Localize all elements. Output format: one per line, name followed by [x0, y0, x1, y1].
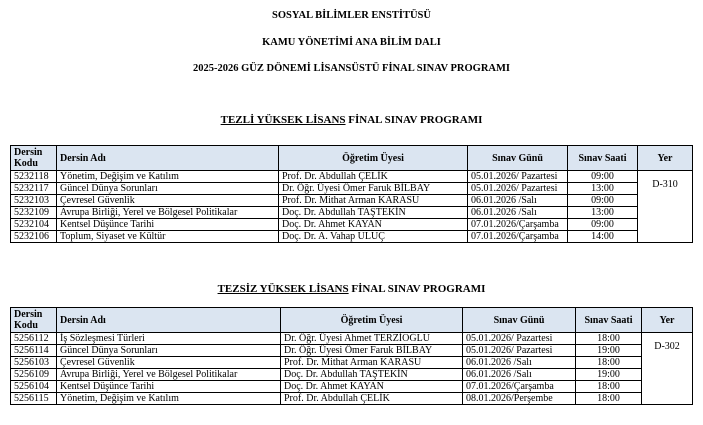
- table-row: [11, 207, 693, 219]
- column-header-name: Dersin Adı: [57, 308, 281, 333]
- course-code: 5256114: [11, 345, 57, 357]
- table-row: [11, 195, 693, 207]
- instructor-name: Doç. Dr. Ahmet KAYAN: [281, 381, 463, 393]
- instructor-name: Prof. Dr. Mithat Arman KARASU: [279, 195, 468, 207]
- course-code: 5256115: [11, 393, 57, 405]
- thesis-rows: [11, 171, 693, 243]
- course-code: 5232103: [11, 195, 57, 207]
- instructor-name: Doç. Dr. Abdullah TAŞTEKİN: [281, 369, 463, 381]
- column-header-room: Yer: [642, 308, 693, 333]
- course-name: Güncel Dünya Sorunları: [57, 183, 279, 195]
- exam-time: 19:00: [576, 345, 642, 357]
- table-row: [11, 231, 693, 243]
- course-name: İş Sözleşmesi Türleri: [57, 333, 281, 345]
- instructor-name: Dr. Öğr. Üyesi Ahmet TERZİOĞLU: [281, 333, 463, 345]
- exam-date: 07.01.2026/Çarşamba: [463, 381, 576, 393]
- exam-time: 18:00: [576, 333, 642, 345]
- course-code: 5256103: [11, 357, 57, 369]
- table-row: [11, 393, 693, 405]
- table-row: [11, 357, 693, 369]
- program-title: 2025-2026 GÜZ DÖNEMİ LİSANSÜSTÜ FİNAL SINAV PROGRAMI: [193, 63, 510, 74]
- course-name: Avrupa Birliği, Yerel ve Bölgesel Politikalar: [57, 207, 279, 219]
- course-name: Çevresel Güvenlik: [57, 357, 281, 369]
- exam-time: 13:00: [568, 207, 638, 219]
- exam-date: 05.01.2026/ Pazartesi: [463, 345, 576, 357]
- exam-date: 06.01.2026 /Salı: [468, 195, 568, 207]
- column-header-instructor: Öğretim Üyesi: [279, 146, 468, 171]
- exam-time: 09:00: [568, 195, 638, 207]
- nonthesis-exam-table: [10, 307, 693, 405]
- instructor-name: Prof. Dr. Mithat Arman KARASU: [281, 357, 463, 369]
- course-name: Toplum, Siyaset ve Kültür: [57, 231, 279, 243]
- table-row: [11, 183, 693, 195]
- exam-time: 18:00: [576, 381, 642, 393]
- column-header-time: Sınav Saati: [576, 308, 642, 333]
- exam-date: 05.01.2026/ Pazartesi: [463, 333, 576, 345]
- nonthesis-rows: [11, 333, 693, 405]
- department-title: KAMU YÖNETİMİ ANA BİLİM DALI: [262, 37, 441, 48]
- column-header-code: Dersin Kodu: [11, 308, 57, 333]
- instructor-name: Doç. Dr. Ahmet KAYAN: [279, 219, 468, 231]
- instructor-name: Doç. Dr. A. Vahap ULUÇ: [279, 231, 468, 243]
- nonthesis-section-title: [0, 283, 703, 295]
- exam-time: 19:00: [576, 369, 642, 381]
- exam-time: 13:00: [568, 183, 638, 195]
- instructor-name: Dr. Öğr. Üyesi Ömer Faruk BİLBAY: [279, 183, 468, 195]
- course-name: Kentsel Düşünce Tarihi: [57, 219, 279, 231]
- column-header-room: Yer: [638, 146, 693, 171]
- exam-time: 09:00: [568, 171, 638, 183]
- thesis-section-title: [0, 114, 703, 126]
- instructor-name: Prof. Dr. Abdullah ÇELİK: [281, 393, 463, 405]
- instructor-name: Dr. Öğr. Üyesi Ömer Faruk BİLBAY: [281, 345, 463, 357]
- course-code: 5256104: [11, 381, 57, 393]
- exam-date: 06.01.2026 /Salı: [468, 207, 568, 219]
- column-header-instructor: Öğretim Üyesi: [281, 308, 463, 333]
- exam-date: 07.01.2026/Çarşamba: [468, 219, 568, 231]
- exam-date: 07.01.2026/Çarşamba: [468, 231, 568, 243]
- course-code: 5256112: [11, 333, 57, 345]
- course-name: Avrupa Birliği, Yerel ve Bölgesel Politikalar: [57, 369, 281, 381]
- exam-time: 18:00: [576, 393, 642, 405]
- table-row: [11, 345, 693, 357]
- column-header-code: Dersin Kodu: [11, 146, 57, 171]
- exam-date: 05.01.2026/ Pazartesi: [468, 171, 568, 183]
- course-name: Güncel Dünya Sorunları: [57, 345, 281, 357]
- thesis-title-rest: FİNAL SINAV PROGRAMI: [345, 114, 483, 126]
- course-name: Yönetim, Değişim ve Katılım: [57, 171, 279, 183]
- course-name: Çevresel Güvenlik: [57, 195, 279, 207]
- column-header-date: Sınav Günü: [468, 146, 568, 171]
- course-code: 5232104: [11, 219, 57, 231]
- table-row: [11, 369, 693, 381]
- institute-title: SOSYAL BİLİMLER ENSTİTÜSÜ: [272, 10, 431, 21]
- exam-room: D-310: [638, 171, 693, 243]
- course-code: 5232118: [11, 171, 57, 183]
- exam-room: D-302: [642, 333, 693, 405]
- instructor-name: Doç. Dr. Abdullah TAŞTEKİN: [279, 207, 468, 219]
- exam-date: 06.01.2026 /Salı: [463, 369, 576, 381]
- exam-time: 18:00: [576, 357, 642, 369]
- exam-time: 14:00: [568, 231, 638, 243]
- table-row: [11, 219, 693, 231]
- thesis-exam-table: [10, 145, 693, 243]
- instructor-name: Prof. Dr. Abdullah ÇELİK: [279, 171, 468, 183]
- course-code: 5232106: [11, 231, 57, 243]
- exam-date: 06.01.2026 /Salı: [463, 357, 576, 369]
- course-name: Yönetim, Değişim ve Katılım: [57, 393, 281, 405]
- nonthesis-title-rest: FİNAL SINAV PROGRAMI: [348, 283, 486, 295]
- exam-date: 08.01.2026/Perşembe: [463, 393, 576, 405]
- nonthesis-title-underlined: TEZSİZ YÜKSEK LİSANS: [217, 283, 349, 295]
- exam-time: 09:00: [568, 219, 638, 231]
- exam-date: 05.01.2026/ Pazartesi: [468, 183, 568, 195]
- column-header-time: Sınav Saati: [568, 146, 638, 171]
- course-code: 5232109: [11, 207, 57, 219]
- course-name: Kentsel Düşünce Tarihi: [57, 381, 281, 393]
- thesis-title-underlined: TEZLİ YÜKSEK LİSANS: [220, 114, 346, 126]
- course-code: 5256109: [11, 369, 57, 381]
- table-row: [11, 381, 693, 393]
- table-row: [11, 333, 693, 345]
- table-row: [11, 171, 693, 183]
- column-header-name: Dersin Adı: [57, 146, 279, 171]
- course-code: 5232117: [11, 183, 57, 195]
- column-header-date: Sınav Günü: [463, 308, 576, 333]
